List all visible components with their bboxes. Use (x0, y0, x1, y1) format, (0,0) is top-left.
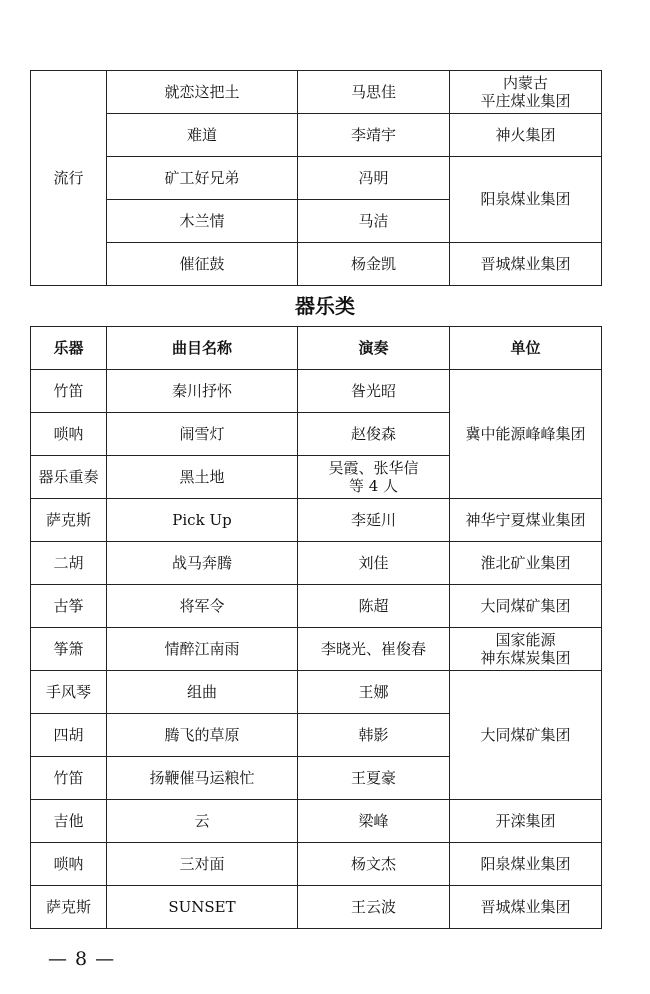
instrument-cell: 吉他 (31, 800, 107, 843)
table-row (31, 243, 602, 286)
instrument-cell: 竹笛 (31, 757, 107, 800)
title-cell: 战马奔腾 (107, 542, 298, 585)
table-row (31, 671, 602, 714)
performer-cell: 刘佳 (298, 542, 450, 585)
header-instrument: 乐器 (31, 327, 107, 370)
category-cell: 流行 (31, 71, 107, 286)
table-row (31, 886, 602, 929)
performer-cell: 李延川 (298, 499, 450, 542)
performer-cell: 王云波 (298, 886, 450, 929)
instrument-cell: 唢呐 (31, 843, 107, 886)
performer-cell: 杨文杰 (298, 843, 450, 886)
title-cell: 云 (107, 800, 298, 843)
title-cell: 黑土地 (107, 456, 298, 499)
unit-cell: 大同煤矿集团 (450, 671, 602, 800)
instrument-cell: 器乐重奏 (31, 456, 107, 499)
table-row (31, 800, 602, 843)
pop-program-table (30, 70, 602, 286)
title-cell: 催征鼓 (107, 243, 298, 286)
table-row (31, 542, 602, 585)
performer-cell: 王夏豪 (298, 757, 450, 800)
title-cell: 难道 (107, 114, 298, 157)
instrument-cell: 古筝 (31, 585, 107, 628)
title-cell: 组曲 (107, 671, 298, 714)
title-cell: 扬鞭催马运粮忙 (107, 757, 298, 800)
performer-cell: 梁峰 (298, 800, 450, 843)
unit-cell: 淮北矿业集团 (450, 542, 602, 585)
title-cell: 矿工好兄弟 (107, 157, 298, 200)
unit-cell: 冀中能源峰峰集团 (450, 370, 602, 499)
performer-cell: 吴霞、张华信 等 4 人 (298, 456, 450, 499)
performer-cell: 昝光昭 (298, 370, 450, 413)
unit-cell: 内蒙古 平庄煤业集团 (450, 71, 602, 114)
unit-cell: 国家能源 神东煤炭集团 (450, 628, 602, 671)
table-row (31, 114, 602, 157)
title-cell: 秦川抒怀 (107, 370, 298, 413)
header-title: 曲目名称 (107, 327, 298, 370)
performer-cell: 王娜 (298, 671, 450, 714)
unit-cell: 阳泉煤业集团 (450, 843, 602, 886)
header-performer: 演奏 (298, 327, 450, 370)
performer-cell: 韩影 (298, 714, 450, 757)
section-title: 器乐类 (295, 294, 355, 318)
performer-cell: 李晓光、崔俊春 (298, 628, 450, 671)
table-row (31, 370, 602, 413)
header-unit: 单位 (450, 327, 602, 370)
performer-cell: 冯明 (298, 157, 450, 200)
instrumental-program-table (30, 326, 602, 929)
title-cell: 将军令 (107, 585, 298, 628)
title-cell: 腾飞的草原 (107, 714, 298, 757)
table-row (31, 71, 602, 114)
instrument-cell: 竹笛 (31, 370, 107, 413)
performer-cell: 杨金凯 (298, 243, 450, 286)
title-cell: 就恋这把土 (107, 71, 298, 114)
page-number: — 8 — (48, 948, 116, 970)
title-cell: 三对面 (107, 843, 298, 886)
table-row (31, 628, 602, 671)
unit-cell: 开滦集团 (450, 800, 602, 843)
table-row (31, 843, 602, 886)
table-header-row (31, 327, 602, 370)
unit-cell: 阳泉煤业集团 (450, 157, 602, 243)
table-row (31, 585, 602, 628)
unit-cell: 神火集团 (450, 114, 602, 157)
performer-cell: 马洁 (298, 200, 450, 243)
title-cell: 闹雪灯 (107, 413, 298, 456)
performer-cell: 李靖宇 (298, 114, 450, 157)
performer-cell: 马思佳 (298, 71, 450, 114)
instrument-cell: 筝箫 (31, 628, 107, 671)
instrument-cell: 唢呐 (31, 413, 107, 456)
title-cell: Pick Up (107, 499, 298, 542)
table-row (31, 499, 602, 542)
title-cell: 情醉江南雨 (107, 628, 298, 671)
unit-cell: 大同煤矿集团 (450, 585, 602, 628)
unit-cell: 神华宁夏煤业集团 (450, 499, 602, 542)
instrument-cell: 手风琴 (31, 671, 107, 714)
table-row (31, 157, 602, 200)
performer-cell: 赵俊森 (298, 413, 450, 456)
performer-cell: 陈超 (298, 585, 450, 628)
instrument-cell: 四胡 (31, 714, 107, 757)
instrument-cell: 萨克斯 (31, 886, 107, 929)
unit-cell: 晋城煤业集团 (450, 886, 602, 929)
unit-cell: 晋城煤业集团 (450, 243, 602, 286)
title-cell: 木兰情 (107, 200, 298, 243)
instrument-cell: 二胡 (31, 542, 107, 585)
title-cell: SUNSET (107, 886, 298, 929)
instrument-cell: 萨克斯 (31, 499, 107, 542)
